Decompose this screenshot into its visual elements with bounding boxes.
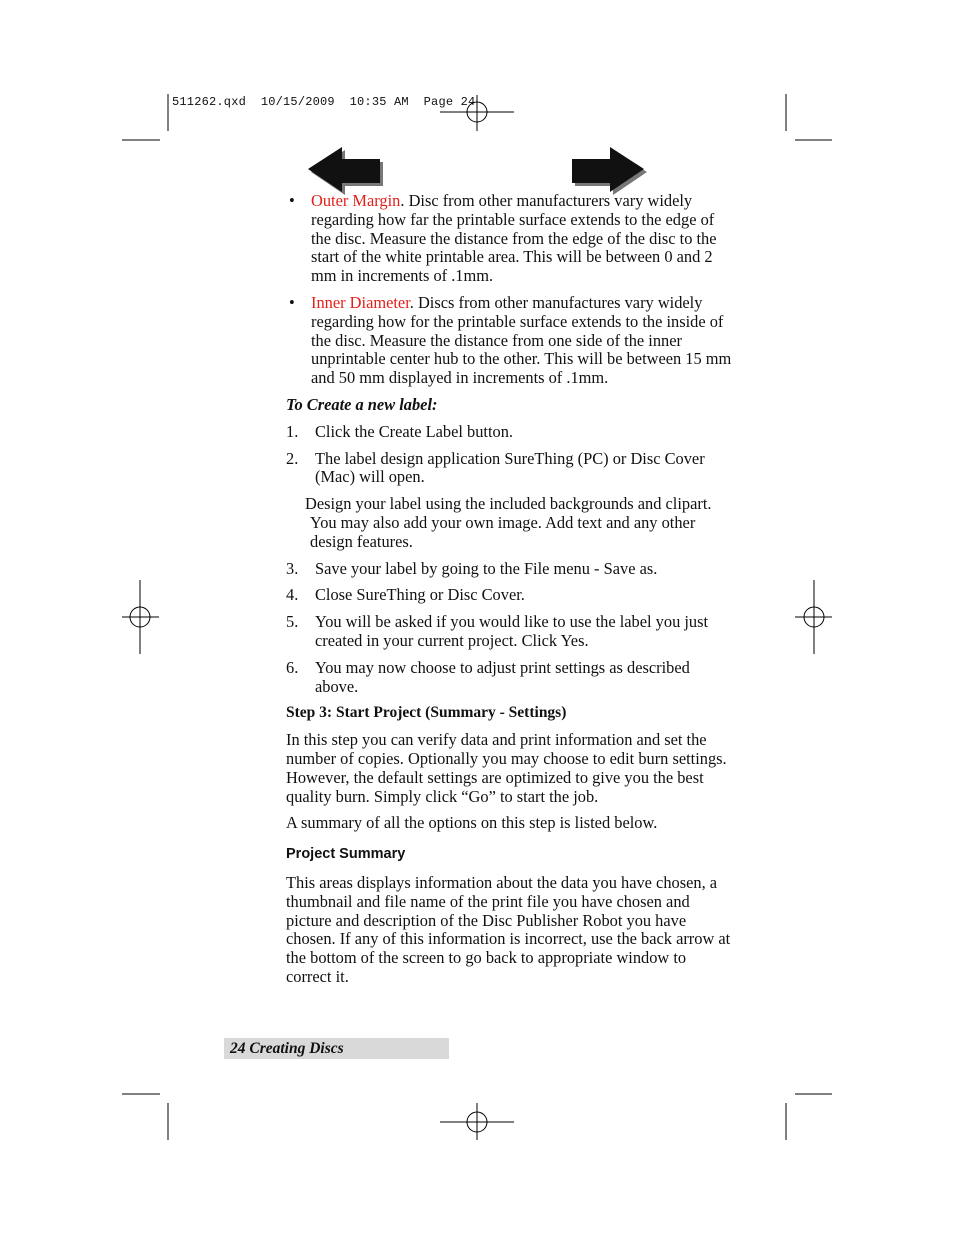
step-item — [286, 560, 732, 579]
step-number: 6. — [286, 657, 299, 677]
step3-paragraph: In this step you can verify data and print information and set the number of copies. Optionally you may choose to edit burn settings. However, the default settings are optimized to give you the best quality burn. Simply click “Go” to start the job. — [286, 730, 727, 806]
step-number: 5. — [286, 612, 299, 632]
step-item — [286, 450, 732, 488]
bullet-dot: • — [289, 191, 295, 210]
print-slug: 511262.qxd 10/15/2009 10:35 AM Page 24 — [172, 95, 476, 109]
step-item — [286, 659, 732, 697]
bullet-text: . Discs from other manufactures vary widely regarding how for the printable surface extends to the inside of the disc. Measure the distance from one side of the inner unprintable center hub to the other. This will be between 15 mm and 50 mm displayed in increments of .1mm. — [311, 292, 732, 388]
step-text: Save your label by going to the File menu - Save as. — [315, 558, 658, 578]
step-text: You will be asked if you would like to use the label you just created in your current project. Click Yes. — [315, 612, 709, 650]
page-footer: 24 Creating Discs — [224, 1038, 449, 1059]
project-summary-heading: Project Summary — [286, 846, 406, 863]
step-number: 2. — [286, 448, 299, 468]
step-item — [286, 613, 732, 651]
step-item — [286, 423, 732, 442]
bullet-inner-diameter — [286, 294, 732, 388]
bullet-text: . Disc from other manufacturers vary widely regarding how far the printable surface extends to the edge of the disc. Measure the distance from the edge of the disc to the start of the white printable area. This will be between 0 and 2 mm in increments of .1mm. — [311, 191, 717, 286]
step-item — [286, 586, 732, 605]
term-outer-margin: Outer Margin — [311, 191, 401, 210]
term-inner-diameter: Inner Diameter — [311, 292, 410, 312]
step-number: 1. — [286, 421, 299, 441]
right-arrow-icon[interactable] — [571, 146, 649, 196]
page-content — [286, 192, 732, 995]
step-number: 3. — [286, 558, 299, 578]
create-label-heading: To Create a new label: — [286, 394, 438, 414]
step-text: Click the Create Label button. — [315, 421, 513, 441]
bullet-outer-margin — [286, 192, 732, 286]
step-text: Close SureThing or Disc Cover. — [315, 585, 525, 605]
step-number: 4. — [286, 585, 299, 605]
step2-description: Design your label using the included backgrounds and clipart. You may also add your own image. Add text and any other design features. — [305, 494, 712, 551]
left-arrow-icon[interactable] — [307, 146, 385, 196]
step-text: You may now choose to adjust print settings as described above. — [315, 657, 690, 696]
step-text: The label design application SureThing (PC) or Disc Cover (Mac) will open. — [315, 448, 705, 487]
bullet-dot: • — [289, 292, 295, 312]
step3-heading: Step 3: Start Project (Summary - Settings) — [286, 704, 567, 722]
step3-summary-note: A summary of all the options on this step is listed below. — [286, 813, 658, 833]
project-summary-paragraph: This areas displays information about the data you have chosen, a thumbnail and file name of the print file you have chosen and picture and description of the Disc Publisher Robot you have chosen. If any of this information is incorrect, use the back arrow at the bottom of the screen to go back to appropriate window to correct it. — [286, 872, 731, 986]
